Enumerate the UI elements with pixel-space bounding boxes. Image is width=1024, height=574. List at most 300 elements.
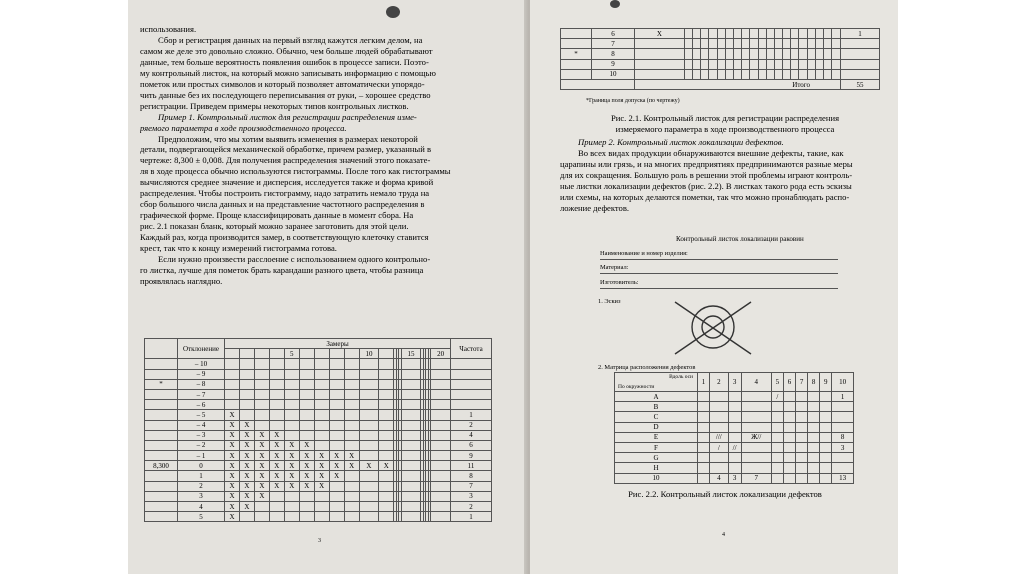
page-hole-mark [386, 6, 400, 18]
tally-cell [815, 49, 823, 59]
tally-cell [709, 49, 717, 59]
frequency-cell: 6 [451, 440, 492, 450]
tally-cell: X [254, 430, 269, 440]
limit-mark-cell [145, 440, 178, 450]
table-row [145, 410, 492, 420]
tally-cell [742, 29, 750, 39]
matrix-col-header: 8 [808, 373, 820, 392]
frequency-cell: 2 [451, 502, 492, 512]
tally-cell [314, 440, 329, 450]
tally-cell [359, 430, 379, 440]
tally-cell [314, 389, 329, 399]
tally-cell: X [225, 451, 240, 461]
tally-cell [401, 461, 421, 471]
tally-cell [431, 430, 451, 440]
matrix-cell [808, 442, 820, 452]
limit-mark-cell: 8,300 [145, 461, 178, 471]
tally-cell [742, 69, 750, 79]
tally-cell [774, 49, 782, 59]
tally-cell [344, 481, 359, 491]
tally-cell [359, 491, 379, 501]
tally-cell [359, 440, 379, 450]
tally-cell [635, 69, 685, 79]
tally-cell [314, 420, 329, 430]
frequency-cell [841, 59, 880, 69]
limit-mark-cell [145, 369, 178, 379]
tally-cell: X [225, 420, 240, 430]
frequency-cell [841, 39, 880, 49]
left-text-line: графической форме. Проще классифицировать данные в момент сбора. На [140, 210, 414, 221]
matrix-cell [710, 453, 728, 463]
right-text-line: ные листки локализации дефектов (рис. 2.2). В листках такого рода есть эскизы [560, 181, 852, 191]
deviation-cell: 8 [592, 49, 635, 59]
tally-cell: X [269, 471, 284, 481]
tally-cell [758, 29, 766, 39]
tally-cell [314, 410, 329, 420]
tally-cell [701, 29, 709, 39]
tally-cell [254, 379, 269, 389]
table-row [615, 463, 854, 473]
matrix-cell [771, 412, 783, 422]
limit-mark-cell [561, 39, 592, 49]
tally-cell [684, 29, 692, 39]
scale-cell [299, 349, 314, 359]
empty-cell [561, 79, 635, 89]
tally-cell [783, 49, 791, 59]
tally-cell [299, 512, 314, 522]
around-label: По окружности [618, 384, 655, 390]
left-text-line: Пример 1. Контрольный листок для регистрации распределения изме- [158, 111, 417, 122]
tally-cell [314, 430, 329, 440]
tally-cell [401, 410, 421, 420]
left-text-line: го листка, лучше для пометок брать карандаши разного цвета, чтобы разница [140, 264, 424, 275]
matrix-cell [728, 463, 741, 473]
defect-matrix-table [614, 372, 854, 484]
matrix-cell [820, 442, 832, 452]
tally-cell [832, 39, 841, 49]
limit-mark-cell [145, 420, 178, 430]
deviation-cell: – 4 [178, 420, 225, 430]
tally-cell [807, 29, 815, 39]
tally-cell [329, 491, 344, 501]
figure-caption-2-1-line2: измеряемого параметра в ходе производственного процесса [615, 124, 835, 134]
matrix-cell [796, 463, 808, 473]
matrix-cell [820, 453, 832, 463]
tally-cell [225, 389, 240, 399]
tally-cell [807, 39, 815, 49]
tally-cell [401, 379, 421, 389]
tally-cell [379, 400, 394, 410]
tally-cell [329, 440, 344, 450]
matrix-cell: / [771, 392, 783, 402]
matrix-col-header: 3 [728, 373, 741, 392]
deviation-cell: – 10 [178, 359, 225, 369]
tally-cell [239, 359, 254, 369]
tally-cell: X [239, 471, 254, 481]
tally-cell [284, 420, 299, 430]
matrix-cell [796, 392, 808, 402]
tally-cell [299, 410, 314, 420]
frequency-cell: 7 [451, 481, 492, 491]
tally-cell [758, 69, 766, 79]
limit-mark-cell [145, 481, 178, 491]
matrix-row-header: H [615, 463, 698, 473]
tally-cell [299, 502, 314, 512]
tally-cell [717, 69, 725, 79]
matrix-cell [728, 402, 741, 412]
total-row [561, 79, 880, 89]
tally-cell [701, 59, 709, 69]
deviation-cell: 3 [178, 491, 225, 501]
tolerance-footnote: *Граница поля допуска (по чертежу) [586, 98, 680, 104]
right-text-line: для их сокращения. Большую роль в решении этой проблемы играют контроль- [560, 170, 853, 180]
matrix-col-header: 6 [783, 373, 795, 392]
tally-cell [359, 512, 379, 522]
tally-cell: X [254, 451, 269, 461]
tally-cell: X [299, 481, 314, 491]
tally-cell [284, 512, 299, 522]
tally-cell [225, 359, 240, 369]
material-label: Материал: [600, 264, 629, 271]
matrix-cell [698, 412, 710, 422]
table-row [145, 440, 492, 450]
frequency-cell [451, 389, 492, 399]
tally-cell: X [239, 451, 254, 461]
tally-cell [807, 69, 815, 79]
matrix-cell [820, 463, 832, 473]
tally-cell [359, 481, 379, 491]
matrix-cell [771, 432, 783, 442]
tally-cell [750, 69, 758, 79]
tally-cell [401, 481, 421, 491]
frequency-cell [451, 359, 492, 369]
frequency-cell [451, 400, 492, 410]
tally-cell: X [344, 461, 359, 471]
tally-cell [299, 400, 314, 410]
left-text-line: му контрольный листок, на который можно записывать информацию с помощью [140, 67, 436, 78]
tally-cell [832, 59, 841, 69]
tally-cell [254, 420, 269, 430]
tally-cell [824, 49, 832, 59]
deviation-cell: 1 [178, 471, 225, 481]
left-text-line: крест, так что к концу измерений гистограмма готова. [140, 243, 337, 253]
matrix-cell [710, 392, 728, 402]
tally-cell [329, 481, 344, 491]
tally-cell: X [379, 461, 394, 471]
tally-cell: X [269, 430, 284, 440]
tally-cell [344, 410, 359, 420]
left-text-line: пометок или простых символов и который позволяет автоматически упорядо- [140, 78, 425, 89]
matrix-col-header: 4 [741, 373, 771, 392]
matrix-cell [728, 412, 741, 422]
tally-cell: X [299, 451, 314, 461]
tally-cell: X [284, 451, 299, 461]
matrix-cell [741, 402, 771, 412]
table-row [145, 430, 492, 440]
tally-cell: X [239, 440, 254, 450]
matrix-cell [698, 463, 710, 473]
tally-cell [284, 369, 299, 379]
scale-cell [344, 349, 359, 359]
matrix-cell [783, 473, 795, 483]
matrix-cell: / [710, 442, 728, 452]
tally-cell: X [254, 440, 269, 450]
tally-cell [254, 400, 269, 410]
matrix-cell [783, 463, 795, 473]
scale-cell [269, 349, 284, 359]
matrix-col-header: 1 [698, 373, 710, 392]
limit-mark-cell [145, 400, 178, 410]
matrix-cell [698, 442, 710, 452]
tally-cell [314, 512, 329, 522]
deviation-cell: 9 [592, 59, 635, 69]
deviation-cell: – 3 [178, 430, 225, 440]
tally-cell: X [239, 502, 254, 512]
tally-cell [701, 39, 709, 49]
tally-cell [431, 410, 451, 420]
table-row [615, 453, 854, 463]
matrix-cell [832, 463, 854, 473]
deviation-cell: 6 [592, 29, 635, 39]
limit-mark-cell [145, 471, 178, 481]
table-row [615, 473, 854, 483]
deviation-cell: – 6 [178, 400, 225, 410]
table-row [615, 402, 854, 412]
tally-cell [733, 39, 741, 49]
matrix-cell [832, 412, 854, 422]
tally-cell [717, 59, 725, 69]
total-value: 55 [841, 79, 880, 89]
tally-cell [329, 389, 344, 399]
tally-cell [269, 359, 284, 369]
table-row [145, 420, 492, 430]
tally-cell [431, 512, 451, 522]
matrix-cell [808, 392, 820, 402]
tally-cell [783, 39, 791, 49]
matrix-cell [741, 422, 771, 432]
tally-cell [766, 39, 774, 49]
tally-cell [815, 29, 823, 39]
form-title: Контрольный листок локализации раковин [676, 235, 804, 243]
tally-cell [379, 502, 394, 512]
tally-cell [832, 69, 841, 79]
tally-cell [254, 359, 269, 369]
tally-cell: X [225, 430, 240, 440]
scale-cell [329, 349, 344, 359]
tally-cell [284, 400, 299, 410]
tally-cell [299, 379, 314, 389]
tally-cell [750, 39, 758, 49]
tally-cell [733, 29, 741, 39]
tally-cell [815, 69, 823, 79]
matrix-cell [783, 392, 795, 402]
tally-cell: X [329, 461, 344, 471]
table-row [561, 69, 880, 79]
matrix-cell [728, 422, 741, 432]
matrix-cell [820, 432, 832, 442]
tally-cell [314, 359, 329, 369]
matrix-cell [698, 402, 710, 412]
tally-cell [284, 359, 299, 369]
matrix-cell [796, 422, 808, 432]
tally-cell [329, 430, 344, 440]
tally-cell [742, 49, 750, 59]
tally-cell [284, 491, 299, 501]
matrix-cell [783, 422, 795, 432]
tally-cell [359, 451, 379, 461]
matrix-cell [820, 412, 832, 422]
matrix-cell [820, 402, 832, 412]
matrix-cell [771, 442, 783, 452]
figure-caption-2-2: Рис. 2.2. Контрольный листок локализации дефектов [628, 489, 822, 499]
right-text-line: Пример 2. Контрольный листок локализации дефектов. [578, 137, 784, 147]
tally-cell [824, 69, 832, 79]
matrix-cell [796, 432, 808, 442]
tally-cell [359, 420, 379, 430]
scale-cell [254, 349, 269, 359]
deviation-cell: – 9 [178, 369, 225, 379]
matrix-cell [796, 412, 808, 422]
tally-cell [684, 69, 692, 79]
matrix-cell [741, 412, 771, 422]
matrix-cell: 13 [832, 473, 854, 483]
matrix-cell: 4 [710, 473, 728, 483]
tally-cell [635, 49, 685, 59]
tally-cell [269, 379, 284, 389]
tally-cell [766, 29, 774, 39]
sketch-label: 1. Эскиз [598, 298, 621, 305]
tally-cell [379, 379, 394, 389]
tally-cell: X [635, 29, 685, 39]
tally-cell [379, 430, 394, 440]
tally-cell [709, 39, 717, 49]
tally-cell [379, 369, 394, 379]
deviation-header: Отклонение [178, 339, 225, 359]
tally-cell [269, 491, 284, 501]
tally-cell: X [239, 481, 254, 491]
tally-cell [314, 379, 329, 389]
tally-cell: X [239, 430, 254, 440]
matrix-cell [771, 422, 783, 432]
table-row [145, 512, 492, 522]
tally-cell [725, 69, 733, 79]
tally-cell [431, 379, 451, 389]
left-text-line: рис. 2.1 показан бланк, который можно заранее заготовить для этой цели. [140, 221, 409, 232]
matrix-row-header: F [615, 442, 698, 452]
tally-cell [684, 39, 692, 49]
matrix-row-header: 10 [615, 473, 698, 483]
tally-cell: X [225, 410, 240, 420]
manufacturer-label: Изготовитель: [600, 279, 639, 286]
mark-header-cell [145, 339, 178, 359]
tally-cell [401, 512, 421, 522]
tally-cell [717, 49, 725, 59]
left-text-line: проявлялась наглядно. [140, 275, 223, 286]
tally-cell: X [239, 491, 254, 501]
tally-cell [807, 49, 815, 59]
matrix-cell [728, 453, 741, 463]
tally-cell [758, 39, 766, 49]
tally-cell [401, 430, 421, 440]
matrix-cell: /// [710, 432, 728, 442]
scale-cell: 15 [401, 349, 421, 359]
matrix-cell [808, 432, 820, 442]
table-row [145, 502, 492, 512]
matrix-cell [741, 453, 771, 463]
tally-cell: X [314, 481, 329, 491]
tally-cell: X [359, 461, 379, 471]
tally-cell [635, 39, 685, 49]
tally-cell: X [239, 461, 254, 471]
tally-cell [431, 502, 451, 512]
tally-cell: X [254, 481, 269, 491]
tally-cell [401, 471, 421, 481]
left-text-line: ля в ходе процесса обычно используются гистограммы. После того как гистограммы [140, 166, 451, 177]
tally-cell [379, 512, 394, 522]
frequency-cell: 1 [451, 512, 492, 522]
left-text-line: Сбор и регистрация данных на первый взгляд кажутся легким делом, на [158, 34, 423, 45]
matrix-row-header: D [615, 422, 698, 432]
matrix-cell [728, 432, 741, 442]
left-text-line: чертеже: 8,300 ± 0,008. Для получения распределения значений этого показате- [140, 155, 431, 166]
deviation-cell: 2 [178, 481, 225, 491]
left-text-line: использования. [140, 24, 197, 34]
left-text-line: Предположим, что мы хотим выявить изменения в размерах некоторой [158, 133, 418, 144]
left-page-number: 3 [318, 538, 321, 544]
tally-cell [344, 430, 359, 440]
table-row [561, 49, 880, 59]
matrix-cell [741, 463, 771, 473]
tally-cell [635, 59, 685, 69]
table-row [145, 379, 492, 389]
tally-cell [824, 29, 832, 39]
tally-cell [431, 369, 451, 379]
tally-cell [766, 69, 774, 79]
matrix-cell [796, 402, 808, 412]
limit-mark-cell [145, 389, 178, 399]
matrix-row-header: B [615, 402, 698, 412]
tally-cell [709, 29, 717, 39]
tally-cell [359, 359, 379, 369]
matrix-cell [710, 422, 728, 432]
matrix-cell: Ж// [741, 432, 771, 442]
tally-cell [359, 502, 379, 512]
table-row [615, 422, 854, 432]
tally-cell [401, 491, 421, 501]
total-label: Итого [635, 79, 841, 89]
limit-mark-cell: * [145, 379, 178, 389]
tally-cell [401, 389, 421, 399]
tally-cell [269, 502, 284, 512]
tally-cell: X [225, 491, 240, 501]
tally-cell: X [269, 451, 284, 461]
matrix-cell [796, 442, 808, 452]
tally-cell [750, 59, 758, 69]
tally-cell [254, 369, 269, 379]
left-text-line: вычисляются среднее значение и дисперсия, исследуется также и форма кривой [140, 177, 434, 188]
tally-cell [239, 379, 254, 389]
tally-cell: X [284, 461, 299, 471]
matrix-cell [796, 473, 808, 483]
matrix-cell [808, 412, 820, 422]
tally-cell [684, 59, 692, 69]
tally-cell [344, 512, 359, 522]
deviation-cell: 0 [178, 461, 225, 471]
matrix-corner-cell [615, 373, 698, 392]
table-row [145, 471, 492, 481]
matrix-cell [808, 422, 820, 432]
tally-cell [225, 400, 240, 410]
